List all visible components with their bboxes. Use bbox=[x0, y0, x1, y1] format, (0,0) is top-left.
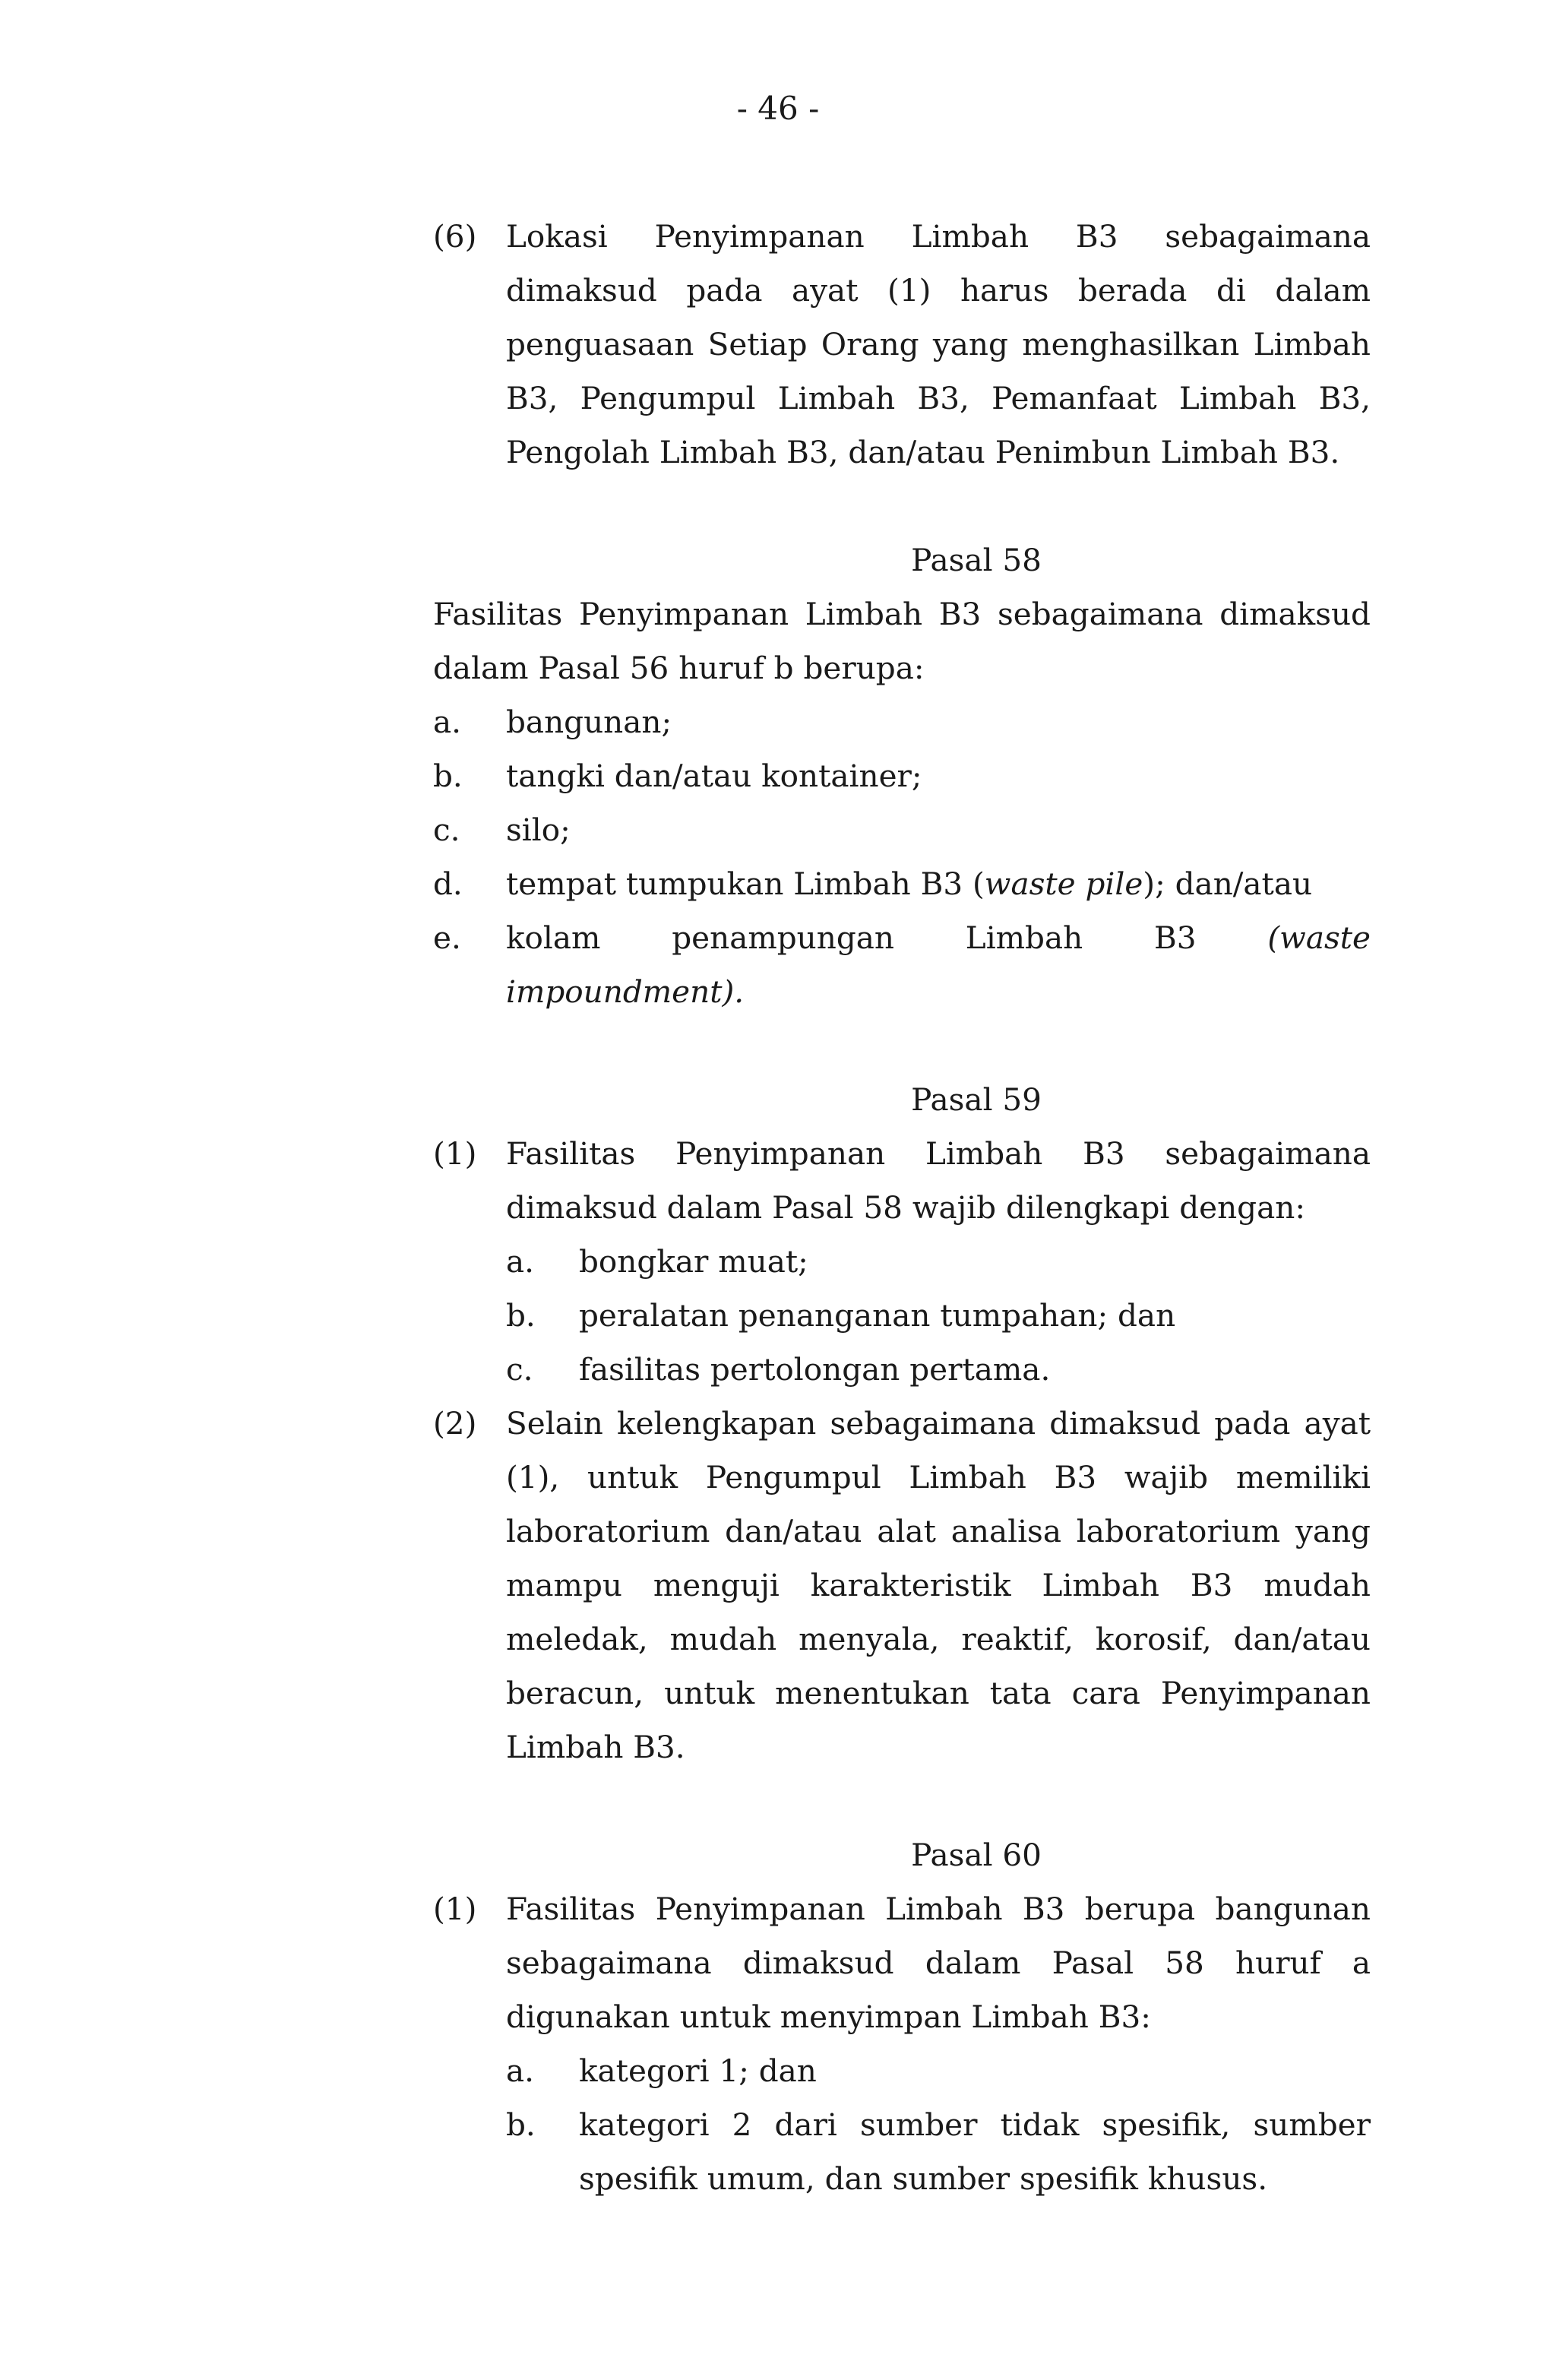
item-text: fasilitas pertolongan pertama. bbox=[579, 1351, 1051, 1388]
pasal-58-intro: Fasilitas Penyimpanan Limbah B3 sebagaimana dimaksud dalam Pasal 56 huruf b berupa: bbox=[433, 596, 1371, 686]
ayat-number: (2) bbox=[433, 1405, 477, 1442]
pasal-60-heading: Pasal 60 bbox=[911, 1837, 1042, 1873]
item-text: kategori 1; dan bbox=[579, 2052, 817, 2089]
item-text: bangunan; bbox=[506, 704, 672, 740]
list-item bbox=[433, 911, 1371, 1019]
list-item bbox=[506, 1343, 1371, 1397]
list-item bbox=[506, 2044, 1371, 2098]
ayat-59-1 bbox=[433, 1127, 1371, 1397]
pasal-59-heading: Pasal 59 bbox=[911, 1081, 1042, 1118]
item-text-post: ); dan/atau bbox=[1143, 866, 1313, 902]
item-text bbox=[506, 857, 1371, 911]
item-letter: d. bbox=[433, 866, 463, 902]
pasal-58-heading: Pasal 58 bbox=[911, 542, 1042, 578]
item-letter: c. bbox=[433, 812, 460, 848]
item-text: tangki dan/atau kontainer; bbox=[506, 758, 922, 794]
list-item bbox=[433, 857, 1371, 911]
ayat-number: (1) bbox=[433, 1135, 477, 1172]
item-letter: a. bbox=[506, 1243, 535, 1280]
ayat-body bbox=[506, 1127, 1371, 1397]
item-letter: c. bbox=[506, 1351, 533, 1388]
item-letter: b. bbox=[506, 2106, 536, 2143]
ayat-text: Lokasi Penyimpanan Limbah B3 sebagaimana dimaksud pada ayat (1) harus berada di dalam penguasaan Setiap Orang yang menghasilkan Limbah B3, Pengumpul Limbah B3, Pemanfaat Limbah B3, Pengolah Limbah B3, dan/atau Penimbun Limbah B3. bbox=[506, 218, 1371, 470]
ayat-text: Selain kelengkapan sebagaimana dimaksud pada ayat (1), untuk Pengumpul Limbah B3 wajib memiliki laboratorium dan/atau alat analisa laboratorium yang mampu menguji karakteristik Limbah B3 mudah meledak, mudah menyala, reaktif, korosif, dan/atau beracun, untuk menentukan tata cara Penyimpanan Limbah B3. bbox=[506, 1405, 1371, 1765]
list-item bbox=[433, 803, 1371, 857]
ayat-text: Fasilitas Penyimpanan Limbah B3 berupa bangunan sebagaimana dimaksud dalam Pasal 58 huruf a digunakan untuk menyimpan Limbah B3: bbox=[506, 1891, 1371, 2035]
page-number: - 46 - bbox=[736, 90, 820, 127]
ayat-body bbox=[506, 1882, 1371, 2206]
list-item bbox=[506, 1289, 1371, 1343]
item-text: bongkar muat; bbox=[579, 1243, 808, 1280]
item-text: kategori 2 dari sumber tidak spesifik, sumber spesifik umum, dan sumber spesifik khusus. bbox=[579, 2106, 1371, 2197]
item-letter: e. bbox=[433, 919, 461, 956]
list-item bbox=[433, 695, 1371, 749]
ayat-number: (6) bbox=[433, 218, 477, 255]
list-item bbox=[506, 1235, 1371, 1289]
item-letter: b. bbox=[506, 1297, 536, 1334]
item-text: silo; bbox=[506, 812, 571, 848]
item-text-pre: tempat tumpukan Limbah B3 ( bbox=[506, 866, 985, 902]
item-letter: a. bbox=[433, 704, 462, 740]
ayat-number: (1) bbox=[433, 1891, 477, 1927]
item-text-italic: (waste impoundment). bbox=[506, 919, 1371, 1010]
ayat-59-2 bbox=[433, 1397, 1371, 1774]
ayat-57-6 bbox=[433, 210, 1371, 479]
list-item bbox=[433, 749, 1371, 803]
item-letter: b. bbox=[433, 758, 463, 794]
item-text-italic: waste pile bbox=[984, 866, 1143, 902]
item-text-pre: kolam penampungan Limbah B3 bbox=[506, 919, 1268, 956]
ayat-text: Fasilitas Penyimpanan Limbah B3 sebagaimana dimaksud dalam Pasal 58 wajib dilengkapi dengan: bbox=[506, 1135, 1371, 1226]
list-item bbox=[506, 2098, 1371, 2206]
item-letter: a. bbox=[506, 2052, 535, 2089]
ayat-60-1 bbox=[433, 1882, 1371, 2206]
item-text bbox=[506, 911, 1371, 1019]
document-body bbox=[433, 210, 1371, 2206]
item-text: peralatan penanganan tumpahan; dan bbox=[579, 1297, 1176, 1334]
